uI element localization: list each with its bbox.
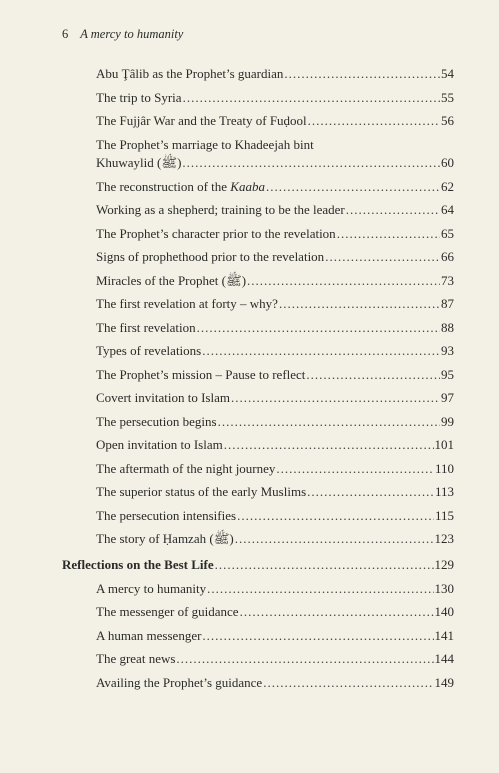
dot-leader — [207, 581, 433, 597]
dot-leader — [235, 531, 434, 547]
toc-entry-page: 123 — [434, 531, 454, 546]
dot-leader — [231, 390, 440, 406]
toc-entry-page: 88 — [441, 320, 454, 335]
toc-entry-title: A human messenger — [96, 628, 202, 643]
toc-entry — [96, 414, 454, 430]
running-head — [62, 27, 183, 42]
toc-entry-title: The reconstruction of the Kaaba — [96, 179, 265, 194]
toc-entry-title: The superior status of the early Muslims — [96, 484, 307, 499]
toc-entry-title: Abu Ţâlib as the Prophet’s guardian — [96, 66, 284, 81]
toc-entry-page: 55 — [441, 90, 454, 105]
toc-section-heading — [62, 557, 454, 573]
toc-entry — [96, 343, 454, 359]
dot-leader — [325, 249, 440, 265]
toc-entry-title: The aftermath of the night journey — [96, 461, 276, 476]
toc-entry — [96, 461, 454, 477]
toc-entry-page: 56 — [441, 113, 454, 128]
toc-entry-title: The messenger of guidance — [96, 604, 239, 619]
page-number: 6 — [62, 27, 69, 41]
toc-entry-page: 101 — [434, 437, 454, 452]
dot-leader — [237, 508, 434, 524]
toc-entry-page: 73 — [441, 273, 454, 288]
book-title: A mercy to humanity — [80, 27, 184, 41]
toc-entry-page: 60 — [441, 155, 454, 170]
toc-entry — [96, 390, 454, 406]
dot-leader — [176, 651, 433, 667]
toc-entry — [96, 367, 454, 383]
toc-entry-title: The Prophet’s mission – Pause to reflect — [96, 367, 306, 382]
toc-entry-page: 97 — [441, 390, 454, 405]
dot-leader — [224, 437, 434, 453]
toc-entry-title: Khuwaylid (ﷺ) — [96, 155, 182, 170]
toc-entry-page: 129 — [434, 557, 454, 572]
toc-entry — [96, 249, 454, 265]
toc-entry-page: 99 — [441, 414, 454, 429]
toc-entry-page: 144 — [434, 651, 454, 666]
toc-entry-page: 141 — [434, 628, 454, 643]
toc-entry-page: 93 — [441, 343, 454, 358]
toc-entry-title: The trip to Syria — [96, 90, 182, 105]
dot-leader — [202, 343, 440, 359]
dot-leader — [337, 226, 440, 242]
dot-leader — [263, 675, 433, 691]
toc-entry-title: Availing the Prophet’s guidance — [96, 675, 263, 690]
toc-entry — [96, 113, 454, 129]
italic-term: Kaaba — [230, 179, 265, 194]
toc-entry — [96, 90, 454, 106]
toc-entry-page: 115 — [434, 508, 454, 523]
dot-leader — [202, 628, 433, 644]
toc-entry — [96, 604, 454, 620]
toc-entry-page: 95 — [441, 367, 454, 382]
toc-entry-page: 64 — [441, 202, 454, 217]
toc-entry — [96, 437, 454, 453]
toc-entry — [96, 296, 454, 312]
dot-leader — [279, 296, 440, 312]
toc-entry-page: 149 — [434, 675, 454, 690]
toc-entry-page: 62 — [441, 179, 454, 194]
toc-entry-title: Covert invitation to Islam — [96, 390, 230, 405]
toc-entry — [96, 155, 454, 171]
dot-leader — [266, 179, 440, 195]
toc-entry — [96, 484, 454, 500]
toc-entry-title: The Prophet’s character prior to the revelation — [96, 226, 336, 241]
dot-leader — [215, 557, 434, 573]
toc-entry-title: The persecution intensifies — [96, 508, 237, 523]
toc-entry-page: 66 — [441, 249, 454, 264]
toc-entry-page: 140 — [434, 604, 454, 619]
toc-entry — [96, 531, 454, 547]
toc-entry — [96, 66, 454, 82]
dot-leader — [346, 202, 440, 218]
toc-entry-page: 113 — [434, 484, 454, 499]
toc-entry-page: 54 — [441, 66, 454, 81]
dot-leader — [284, 66, 440, 82]
toc-entry — [96, 226, 454, 242]
toc-entry — [96, 651, 454, 667]
toc-entry — [96, 581, 454, 597]
toc-entry — [96, 320, 454, 336]
toc-section-title: Reflections on the Best Life — [62, 557, 214, 572]
toc-entry-page: 130 — [434, 581, 454, 596]
dot-leader — [247, 273, 440, 289]
toc-entry-title: The first revelation — [96, 320, 196, 335]
dot-leader — [307, 484, 434, 500]
toc-entry-title-line1: The Prophet’s marriage to Khadeejah bint — [96, 137, 314, 152]
toc-entry-page: 65 — [441, 226, 454, 241]
toc-entry-title: The great news — [96, 651, 176, 666]
toc-entry-title: Types of revelations — [96, 343, 202, 358]
toc-entry — [96, 273, 454, 289]
toc-entry-page: 87 — [441, 296, 454, 311]
toc-entry-title: Open invitation to Islam — [96, 437, 223, 452]
toc-entry — [96, 675, 454, 691]
toc-entry-title: A mercy to humanity — [96, 581, 207, 596]
toc-entry-title: Working as a shepherd; training to be the leader — [96, 202, 345, 217]
dot-leader — [240, 604, 434, 620]
dot-leader — [218, 414, 440, 430]
toc-entry-title: Signs of prophethood prior to the revelation — [96, 249, 325, 264]
toc-entry — [96, 628, 454, 644]
toc-entry-title: The first revelation at forty – why? — [96, 296, 278, 311]
toc-entry — [96, 508, 454, 524]
dot-leader — [276, 461, 434, 477]
toc-entry-title: Miracles of the Prophet (ﷺ) — [96, 273, 247, 288]
dot-leader — [183, 90, 440, 106]
toc-entry-page: 110 — [434, 461, 454, 476]
dot-leader — [197, 320, 440, 336]
dot-leader — [182, 155, 440, 171]
toc-entry-title: The story of Ḥamzah (ﷺ) — [96, 531, 234, 546]
dot-leader — [308, 113, 440, 129]
toc-entry — [96, 202, 454, 218]
toc-entry-title: The persecution begins — [96, 414, 217, 429]
toc-entry — [96, 179, 454, 195]
toc-entry-title: The Fujjâr War and the Treaty of Fuḍool — [96, 113, 307, 128]
dot-leader — [306, 367, 440, 383]
